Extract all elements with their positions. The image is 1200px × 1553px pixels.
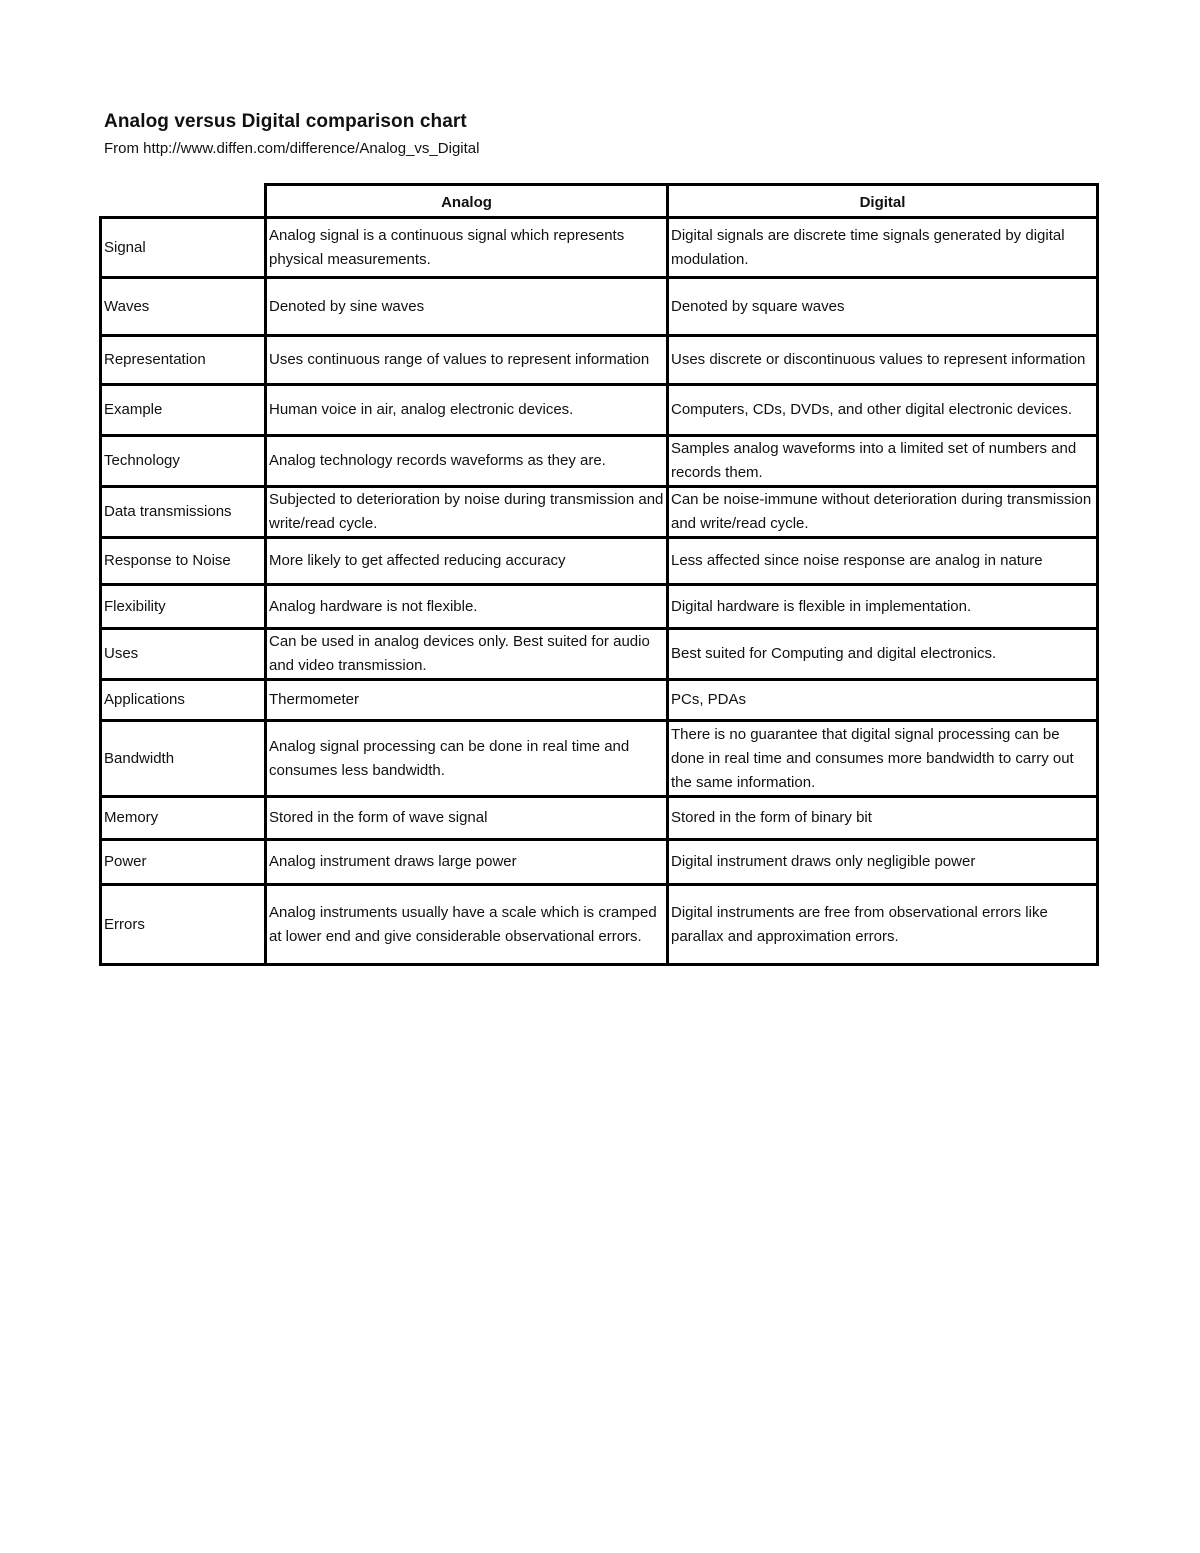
analog-cell: Analog hardware is not flexible. <box>266 585 668 629</box>
digital-cell: Digital instruments are free from observational errors like parallax and approximation errors. <box>668 885 1098 965</box>
analog-cell: Analog signal processing can be done in real time and consumes less bandwidth. <box>266 721 668 797</box>
row-label: Bandwidth <box>101 721 266 797</box>
digital-cell: Samples analog waveforms into a limited set of numbers and records them. <box>668 436 1098 487</box>
row-label: Flexibility <box>101 585 266 629</box>
row-label: Uses <box>101 629 266 680</box>
column-header-digital: Digital <box>668 185 1098 218</box>
table-row <box>101 840 1098 885</box>
digital-cell: Digital instrument draws only negligible power <box>668 840 1098 885</box>
header-row <box>101 185 1098 218</box>
digital-cell: Digital hardware is flexible in implementation. <box>668 585 1098 629</box>
row-label: Applications <box>101 680 266 721</box>
table-row <box>101 629 1098 680</box>
source-reference: From http://www.diffen.com/difference/Analog_vs_Digital <box>104 140 480 157</box>
analog-cell: Denoted by sine waves <box>266 278 668 336</box>
row-label: Waves <box>101 278 266 336</box>
table-row <box>101 585 1098 629</box>
digital-cell: Can be noise-immune without deterioration during transmission and write/read cycle. <box>668 487 1098 538</box>
digital-cell: PCs, PDAs <box>668 680 1098 721</box>
row-label: Data transmissions <box>101 487 266 538</box>
column-header-analog: Analog <box>266 185 668 218</box>
corner-cell <box>101 185 266 218</box>
analog-cell: Uses continuous range of values to represent information <box>266 336 668 385</box>
analog-cell: Stored in the form of wave signal <box>266 797 668 840</box>
analog-cell: Analog instruments usually have a scale which is cramped at lower end and give considerable observational errors. <box>266 885 668 965</box>
analog-cell: Analog instrument draws large power <box>266 840 668 885</box>
table-row <box>101 797 1098 840</box>
analog-cell: Analog signal is a continuous signal which represents physical measurements. <box>266 218 668 278</box>
analog-cell: Subjected to deterioration by noise during transmission and write/read cycle. <box>266 487 668 538</box>
analog-cell: Human voice in air, analog electronic devices. <box>266 385 668 436</box>
table-row <box>101 721 1098 797</box>
row-label: Power <box>101 840 266 885</box>
table-row <box>101 436 1098 487</box>
analog-cell: Thermometer <box>266 680 668 721</box>
row-label: Memory <box>101 797 266 840</box>
digital-cell: Stored in the form of binary bit <box>668 797 1098 840</box>
row-label: Signal <box>101 218 266 278</box>
table-row <box>101 336 1098 385</box>
row-label: Errors <box>101 885 266 965</box>
digital-cell: Denoted by square waves <box>668 278 1098 336</box>
analog-cell: Analog technology records waveforms as they are. <box>266 436 668 487</box>
digital-cell: Digital signals are discrete time signals generated by digital modulation. <box>668 218 1098 278</box>
page-title: Analog versus Digital comparison chart <box>104 111 467 132</box>
row-label: Response to Noise <box>101 538 266 585</box>
table-row <box>101 218 1098 278</box>
row-label: Technology <box>101 436 266 487</box>
digital-cell: Best suited for Computing and digital electronics. <box>668 629 1098 680</box>
table-row <box>101 278 1098 336</box>
digital-cell: There is no guarantee that digital signal processing can be done in real time and consumes more bandwidth to carry out the same information. <box>668 721 1098 797</box>
digital-cell: Less affected since noise response are analog in nature <box>668 538 1098 585</box>
row-label: Representation <box>101 336 266 385</box>
digital-cell: Computers, CDs, DVDs, and other digital electronic devices. <box>668 385 1098 436</box>
analog-cell: Can be used in analog devices only. Best suited for audio and video transmission. <box>266 629 668 680</box>
table-row <box>101 538 1098 585</box>
table-row <box>101 385 1098 436</box>
table-row <box>101 487 1098 538</box>
table-row <box>101 680 1098 721</box>
analog-cell: More likely to get affected reducing accuracy <box>266 538 668 585</box>
digital-cell: Uses discrete or discontinuous values to represent information <box>668 336 1098 385</box>
table-row <box>101 885 1098 965</box>
row-label: Example <box>101 385 266 436</box>
comparison-table <box>99 183 1099 966</box>
